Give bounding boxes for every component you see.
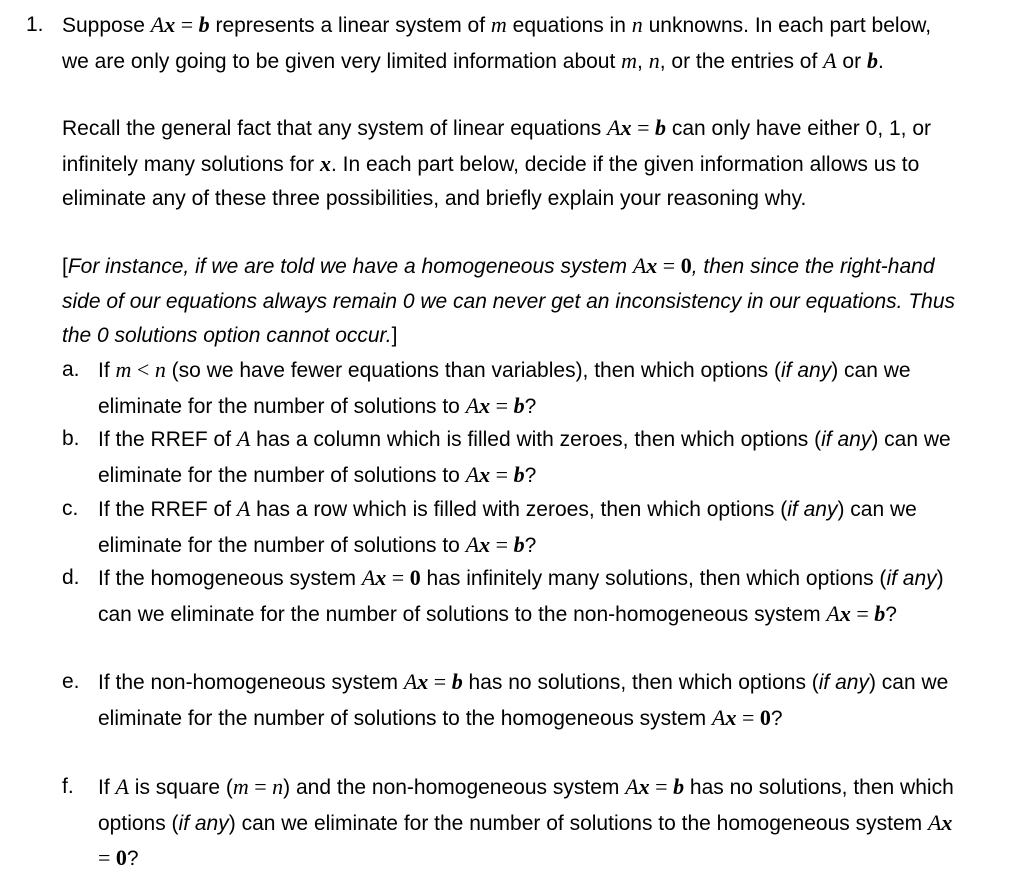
part-a-text: If m < n (so we have fewer equations than variables), then which options (if any) can we eliminate for the number of solutions to Ax = b?: [98, 357, 911, 418]
question-number: 1.: [26, 13, 44, 36]
example-paragraph: [For instance, if we are told we have a homogeneous system Ax = 0, then since the right-hand side of our equations always remain 0 we can never get an inconsistency in our equations. Thus the 0 solutions option cannot occur.]: [62, 253, 956, 347]
part-d-text: If the homogeneous system Ax = 0 has infinitely many solutions, then which options (if any) can we eliminate for the number of solutions to the non-homogeneous system Ax = b?: [98, 565, 944, 626]
part-f-text: If A is square (m = n) and the non-homogeneous system Ax = b has no solutions, then which options (if any) can we eliminate for the number of solutions to the homogeneous system Ax = 0?: [98, 774, 954, 870]
recall-paragraph: Recall the general fact that any system of linear equations Ax = b can only have either 0, 1, or infinitely many solutions for x. In each part below, decide if the given information allows us to eliminate any of these three possibilities, and briefly explain your reasoning why.: [62, 115, 932, 210]
part-c-letter: c.: [62, 497, 79, 520]
part-a-letter: a.: [62, 358, 80, 381]
question-intro: Suppose Ax = b represents a linear system of m equations in n unknowns. In each part below, we are only going to be given very limited information about m, n, or the entries of A or b.: [62, 12, 932, 73]
part-f-letter: f.: [62, 775, 74, 798]
part-b-text: If the RREF of A has a column which is filled with zeroes, then which options (if any) can we eliminate for the number of solutions to Ax = b?: [98, 426, 951, 487]
part-e-letter: e.: [62, 670, 80, 693]
part-d-letter: d.: [62, 566, 80, 589]
part-c-text: If the RREF of A has a row which is filled with zeroes, then which options (if any) can we eliminate for the number of solutions to Ax = b?: [98, 496, 917, 557]
part-e-text: If the non-homogeneous system Ax = b has no solutions, then which options (if any) can we eliminate for the number of solutions to the homogeneous system Ax = 0?: [98, 669, 949, 730]
part-b-letter: b.: [62, 427, 80, 450]
